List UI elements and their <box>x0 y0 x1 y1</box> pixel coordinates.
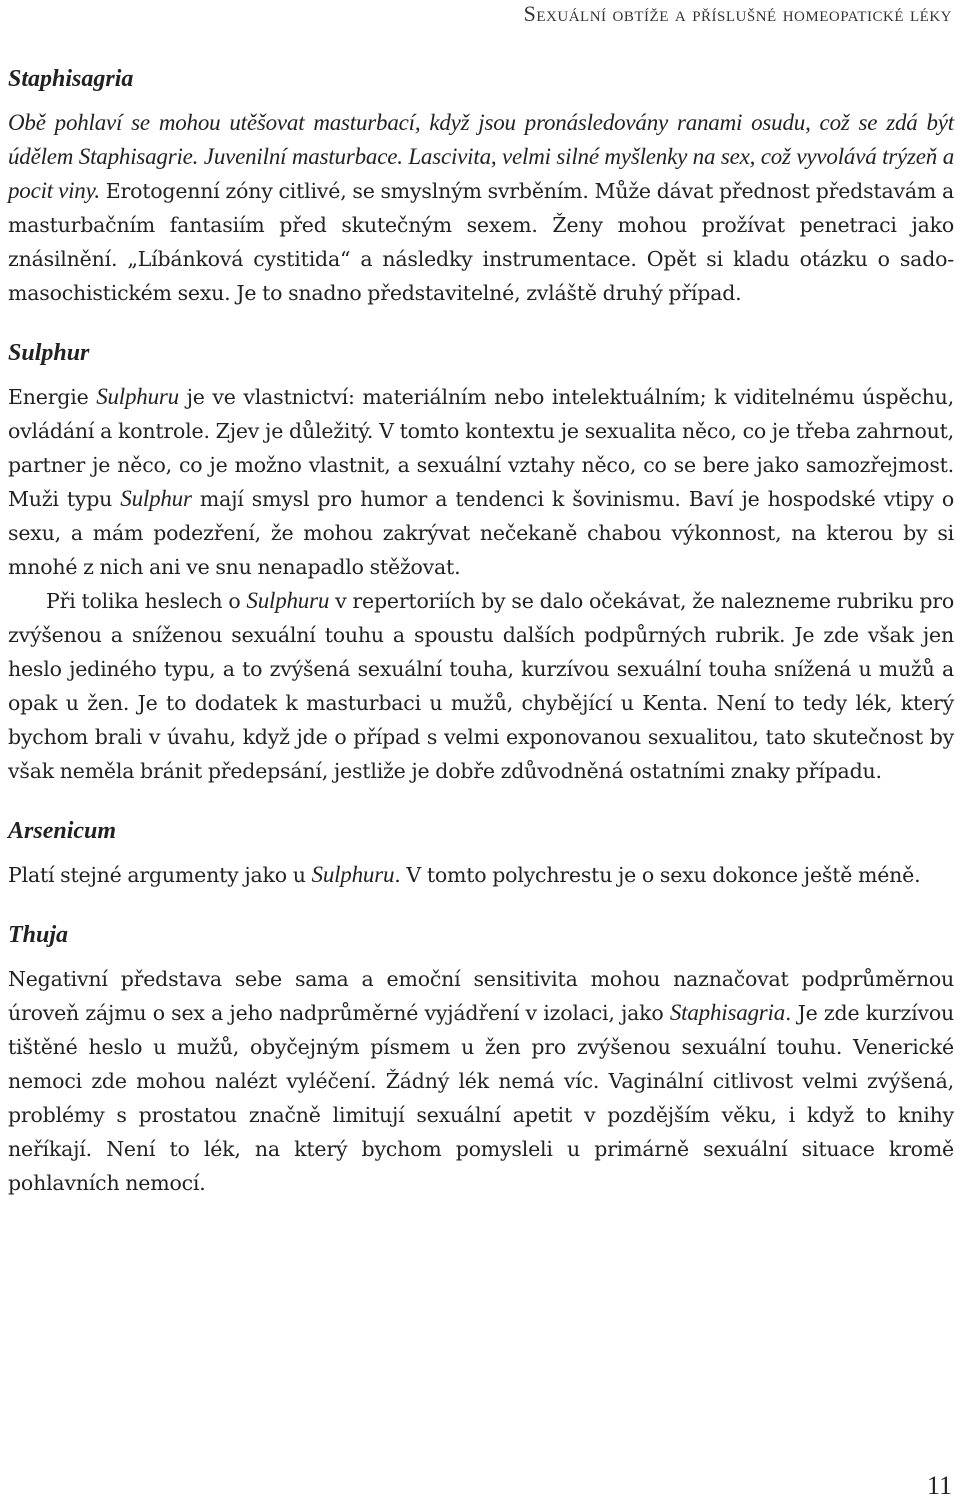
section-title-sulphur: Sulphur <box>8 340 90 366</box>
body-text: v repertoriích by se dalo očekávat, že nalezneme rubriku pro zvýšenou a sníženou sexuální touhu a spoustu dalších podpůrných rubrik. Je zde však jen heslo jediného typu, a to zvýšená sexuální touha, kurzívou sexuální touha snížená u mužů a opak u žen. Je to dodatek k masturbaci u mužů, chybějící u Kenta. Není to tedy lék, který bychom brali v úvahu, když jde o případ s velmi exponovanou sexualitou, tato skutečnost by však neměla bránit předepsání, jestliže je dobře zdůvodněná ostatními znaky případu. <box>8 589 954 783</box>
italic-remedy-name: Sulphuru <box>96 384 179 409</box>
body-text: Při tolika heslech o <box>46 589 247 613</box>
section-title-arsenicum: Arsenicum <box>8 818 117 844</box>
italic-remedy-name: Staphisagria <box>669 1000 786 1025</box>
paragraph-thuja <box>8 962 954 1200</box>
page-number: 11 <box>926 1471 952 1500</box>
body-text: mají smysl pro humor a tendenci k šovinismu. Baví je hospodské vtipy o sexu, a mám podezření, že mohou zakrývat nečekaně chabou výkonnost, na kterou by si mnohé z nich ani ve snu nenapadlo stěžovat. <box>8 487 954 579</box>
body-text: Platí stejné argumenty jako u <box>8 863 312 887</box>
body-text: je ve vlastnictví: materiálním nebo intelektuálním; k viditelnému úspěchu, ovládání a kontrole. Zjev je důležitý. V tomto kontextu je sexualita něco, co je třeba zahrnout, partner je něco, co je možno vlastnit, a sexuální vztahy něco, co se bere jako samozřejmost. Muži typu <box>8 385 954 511</box>
italic-remedy-name: Sulphur <box>120 486 192 511</box>
page-body <box>8 62 954 1200</box>
italic-remedy-name: Sulphuru <box>246 588 330 613</box>
body-text: . V tomto polychrestu je o sexu dokonce ještě méně. <box>394 863 921 887</box>
italic-remedy-name: Sulphuru <box>311 862 395 887</box>
paragraph-sulphur-2 <box>8 584 954 788</box>
running-header: Sexuální obtíže a příslušné homeopatické léky <box>523 1 952 26</box>
paragraph-staphisagria <box>8 106 954 310</box>
body-text: . Je zde kurzívou tištěné heslo u mužů, obyčejným písmem u žen pro zvýšenou sexuální touhu. Venerické nemoci zde mohou nalézt vyléčení. Žádný lék nemá víc. Vaginální citlivost velmi zvýšená, problémy s prostatou značně limitují sexuální apetit v pozdějším věku, i když to knihy neříkají. Není to lék, na který bychom pomysleli u primárně sexuální situace kromě pohlavních nemocí. <box>8 1001 955 1195</box>
paragraph-sulphur-1 <box>8 380 954 584</box>
section-title-staphisagria: Staphisagria <box>8 66 134 92</box>
italic-text: Obě pohlaví se mohou utěšovat masturbací, když jsou pronásledovány ranami osudu, což se zdá být údělem Staphisagrie. Juvenilní masturbace. Lascivita, velmi silné myšlenky na sex, což vyvolává trýzeň a pocit viny. <box>8 110 954 203</box>
paragraph-arsenicum <box>8 858 954 892</box>
body-text: Energie <box>8 385 97 409</box>
body-text: Negativní představa sebe sama a emoční sensitivita mohou naznačovat podprůměrnou úroveň zájmu o sex a jeho nadprůměrné vyjádření v izolaci, jako <box>8 967 954 1025</box>
body-text: Erotogenní zóny citlivé, se smyslným svrběním. Může dávat přednost představám a masturbačním fantasiím před skutečným sexem. Ženy mohou prožívat penetraci jako znásilnění. „Líbánková cystitida“ a následky instrumentace. Opět si kladu otázku o sado-masochistickém sexu. Je to snadno představitelné, zvláště druhý případ. <box>8 179 954 305</box>
section-title-thuja: Thuja <box>8 922 69 948</box>
